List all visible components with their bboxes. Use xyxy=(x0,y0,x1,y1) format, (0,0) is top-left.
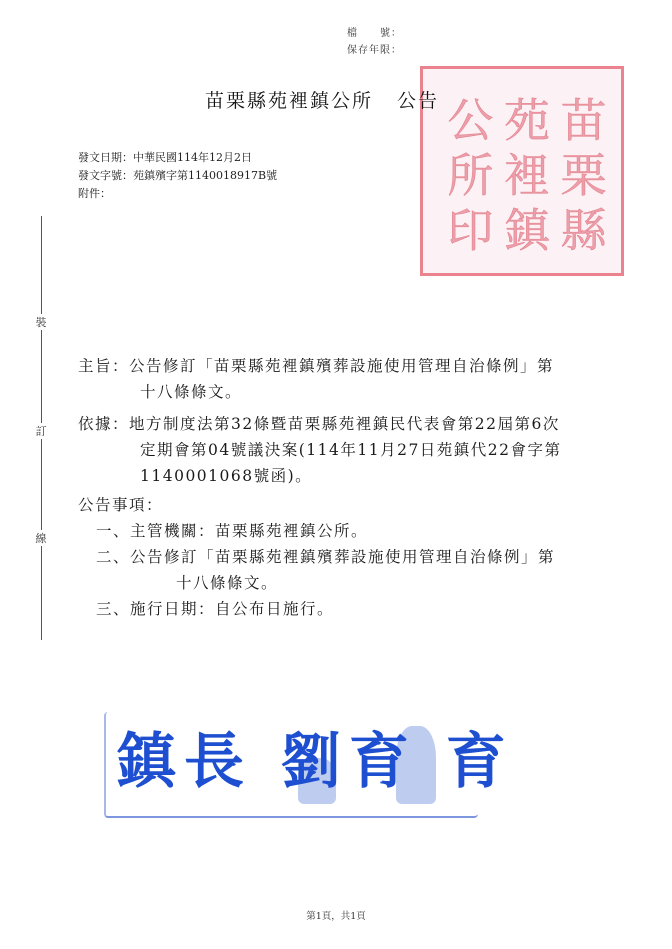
document-type: 公告 xyxy=(397,90,440,112)
binding-char-ding: 訂 xyxy=(35,425,47,438)
item-text: 施行日期：自公布日施行。 xyxy=(130,600,335,618)
binding-char-zhuang: 裝 xyxy=(35,316,47,329)
attachment-row xyxy=(78,185,111,203)
basis-label: 依據： xyxy=(78,415,130,433)
subject-section xyxy=(78,353,554,405)
archive-retention xyxy=(347,44,402,58)
seal-char: 栗 xyxy=(553,150,608,197)
announcement-item-3 xyxy=(78,596,555,622)
archive-file-number xyxy=(347,27,402,41)
seal-characters xyxy=(439,91,609,257)
announcement-item-2 xyxy=(78,544,555,570)
mayor-signature-stamp xyxy=(104,712,514,818)
announcement-section xyxy=(78,492,555,622)
reference-number-value: 苑鎮殯字第1140018917B號 xyxy=(133,169,278,182)
basis-line-2: 定期會第04號議決案(114年11月27日苑鎮代22會字第 xyxy=(140,441,562,459)
seal-char: 縣 xyxy=(553,206,608,253)
item-number: 一、 xyxy=(96,522,131,540)
seal-char: 苑 xyxy=(497,95,552,142)
binding-char-xian: 線 xyxy=(35,532,47,545)
seal-char: 鎮 xyxy=(497,206,552,253)
file-number-label: 檔 號： xyxy=(347,28,402,39)
basis-section xyxy=(78,411,562,489)
reference-number-row xyxy=(78,167,277,185)
attachment-label: 附件： xyxy=(78,187,111,200)
seal-char: 裡 xyxy=(497,150,552,197)
subject-line-2: 十八條條文。 xyxy=(140,383,243,401)
seal-char: 所 xyxy=(440,150,495,197)
page-number-footer: 第1頁，共1頁 xyxy=(306,911,366,922)
seal-char: 苗 xyxy=(553,95,608,142)
issue-date-value: 中華民國114年12月2日 xyxy=(133,151,252,164)
item-number: 二、 xyxy=(96,548,131,566)
basis-line-3: 1140001068號函)。 xyxy=(140,467,313,485)
announcement-heading: 公告事項： xyxy=(78,496,164,514)
mayor-signature-text: 鎮長 劉育 育 xyxy=(116,727,514,797)
basis-line-1: 地方制度法第32條暨苗栗縣苑裡鎮民代表會第22屆第6次 xyxy=(129,415,560,433)
item-text: 主管機關：苗栗縣苑裡鎮公所。 xyxy=(130,522,369,540)
subject-line-1: 公告修訂「苗栗縣苑裡鎮殯葬設施使用管理自治條例」第 xyxy=(129,357,555,375)
seal-char: 公 xyxy=(440,95,495,142)
announcement-item-1 xyxy=(78,518,555,544)
item-text: 公告修訂「苗栗縣苑裡鎮殯葬設施使用管理自治條例」第 xyxy=(130,548,556,566)
retention-label: 保存年限： xyxy=(347,45,402,56)
official-seal-stamp xyxy=(420,66,624,276)
subject-label: 主旨： xyxy=(78,357,130,375)
issue-date-label: 發文日期： xyxy=(78,151,133,164)
document-title xyxy=(205,86,439,113)
issuing-organization: 苗栗縣苑裡鎮公所 xyxy=(205,90,374,112)
reference-number-label: 發文字號： xyxy=(78,169,133,182)
item-number: 三、 xyxy=(96,600,131,618)
announcement-item-2-continued: 十八條條文。 xyxy=(176,574,279,592)
issue-date-row xyxy=(78,149,252,167)
seal-char: 印 xyxy=(440,206,495,253)
